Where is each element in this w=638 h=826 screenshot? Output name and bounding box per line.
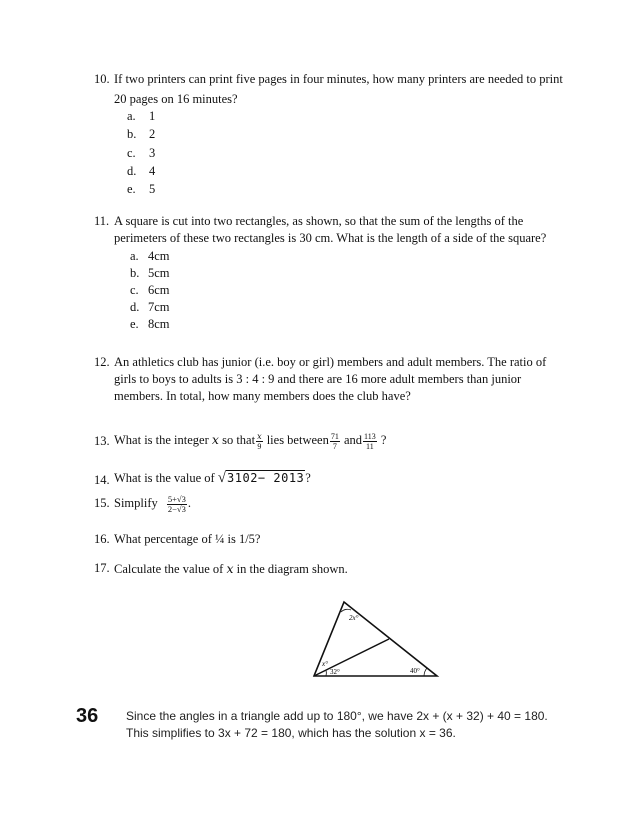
q13-fraction-x-9 [256,432,263,451]
q13-mid2: lies between [266,433,329,447]
q13-f2-num: 71 [330,431,339,441]
q10-option-a-letter: a. [127,109,136,123]
diagram-label-top: 2x° [349,614,359,622]
triangle-outline [314,602,437,676]
q10-option-e-value: 5 [149,182,156,196]
angle-arc-top [341,609,351,612]
q13-f3-den: 11 [366,441,374,451]
q13-f1-num: x [257,431,262,441]
diagram-label-right: 40° [410,667,420,675]
q14-radicand: 3102− 2013 [227,471,305,485]
q10-option-e-letter: e. [127,182,136,196]
q15-end: . [187,496,191,510]
q10-option-c-letter: c. [127,146,136,160]
q17-text [114,561,348,577]
q11-text-line2: perimeters of these two rectangles is 30 cm. What is the length of a side of the square? [114,231,547,245]
q15-number: 15. [94,496,110,510]
q10-text-line2: 20 pages on 16 minutes? [114,92,238,106]
q11-option-a-value: 4cm [148,249,170,263]
q14-sqrt: √3102− 2013 [217,470,305,486]
q13-mid3: and [343,433,363,447]
q13-text [114,425,386,455]
q11-option-b-letter: b. [130,266,140,280]
q10-option-b-value: 2 [149,127,156,141]
q15-fraction [167,495,187,514]
q11-option-d-letter: d. [130,300,140,314]
q17-post: in the diagram shown. [236,562,348,576]
q13-fraction-113-11 [363,432,377,451]
q13-f1-den: 9 [257,441,262,451]
q13-fraction-71-7 [330,432,340,451]
q15-text [114,489,191,517]
q12-number: 12. [94,355,110,369]
q10-text-line1: If two printers can print five pages in four minutes, how many printers are needed to print [114,72,563,86]
q15-pre: Simplify [114,496,158,510]
angle-arc-right [424,668,427,676]
q10-option-b-letter: b. [127,127,137,141]
q15-num: 5+√3 [167,493,186,504]
q14-pre: What is the value of [114,471,215,485]
q11-option-b-value: 5cm [148,266,170,280]
q11-option-e-value: 8cm [148,317,170,331]
q11-number: 11. [94,214,110,228]
q17-pre: Calculate the value of [114,562,224,576]
q11-option-e-letter: e. [130,317,139,331]
q12-text-line3: members. In total, how many members does the club have? [114,389,411,403]
q16-number: 16. [94,532,110,546]
triangle-cevian [314,639,389,676]
q15-den: 2−√3 [167,503,186,514]
q16-text: What percentage of ¼ is 1/5? [114,532,261,546]
q11-option-a-letter: a. [130,249,139,263]
diagram-label-left: x° [322,660,328,668]
answer-line1: Since the angles in a triangle add up to 180°, we have 2x + (x + 32) + 40 = 180. [126,709,548,723]
q10-number: 10. [94,72,110,86]
q14-end: ? [305,471,311,485]
q10-option-a-value: 1 [149,109,156,123]
answer-number: 36 [76,705,99,727]
q17-var: x [226,561,234,576]
triangle-diagram [300,596,445,681]
q10-option-c-value: 3 [149,146,156,160]
q10-option-d-letter: d. [127,164,137,178]
q13-end: ? [380,433,387,447]
q11-option-c-letter: c. [130,283,139,297]
q13-f3-num: 113 [364,431,376,441]
q12-text-line2: girls to boys to adults is 3 : 4 : 9 and there are 16 more adult members than junior [114,372,522,386]
q11-text-line1: A square is cut into two rectangles, as shown, so that the sum of the lengths of the [114,214,524,228]
q13-f2-den: 7 [332,441,337,451]
q13-number: 13. [94,434,110,448]
q13-pre: What is the integer [114,433,209,447]
answer-line2: This simplifies to 3x + 72 = 180, which has the solution x = 36. [126,726,456,740]
q13-var: x [211,432,219,447]
q17-number: 17. [94,561,110,575]
q11-option-c-value: 6cm [148,283,170,297]
q13-mid1: so that [222,433,256,447]
q14-number: 14. [94,473,110,487]
q10-option-d-value: 4 [149,164,156,178]
q12-text-line1: An athletics club has junior (i.e. boy or girl) members and adult members. The ratio of [114,355,547,369]
q14-text [114,470,311,487]
q11-option-d-value: 7cm [148,300,170,314]
diagram-label-bottom: 32° [330,668,340,676]
